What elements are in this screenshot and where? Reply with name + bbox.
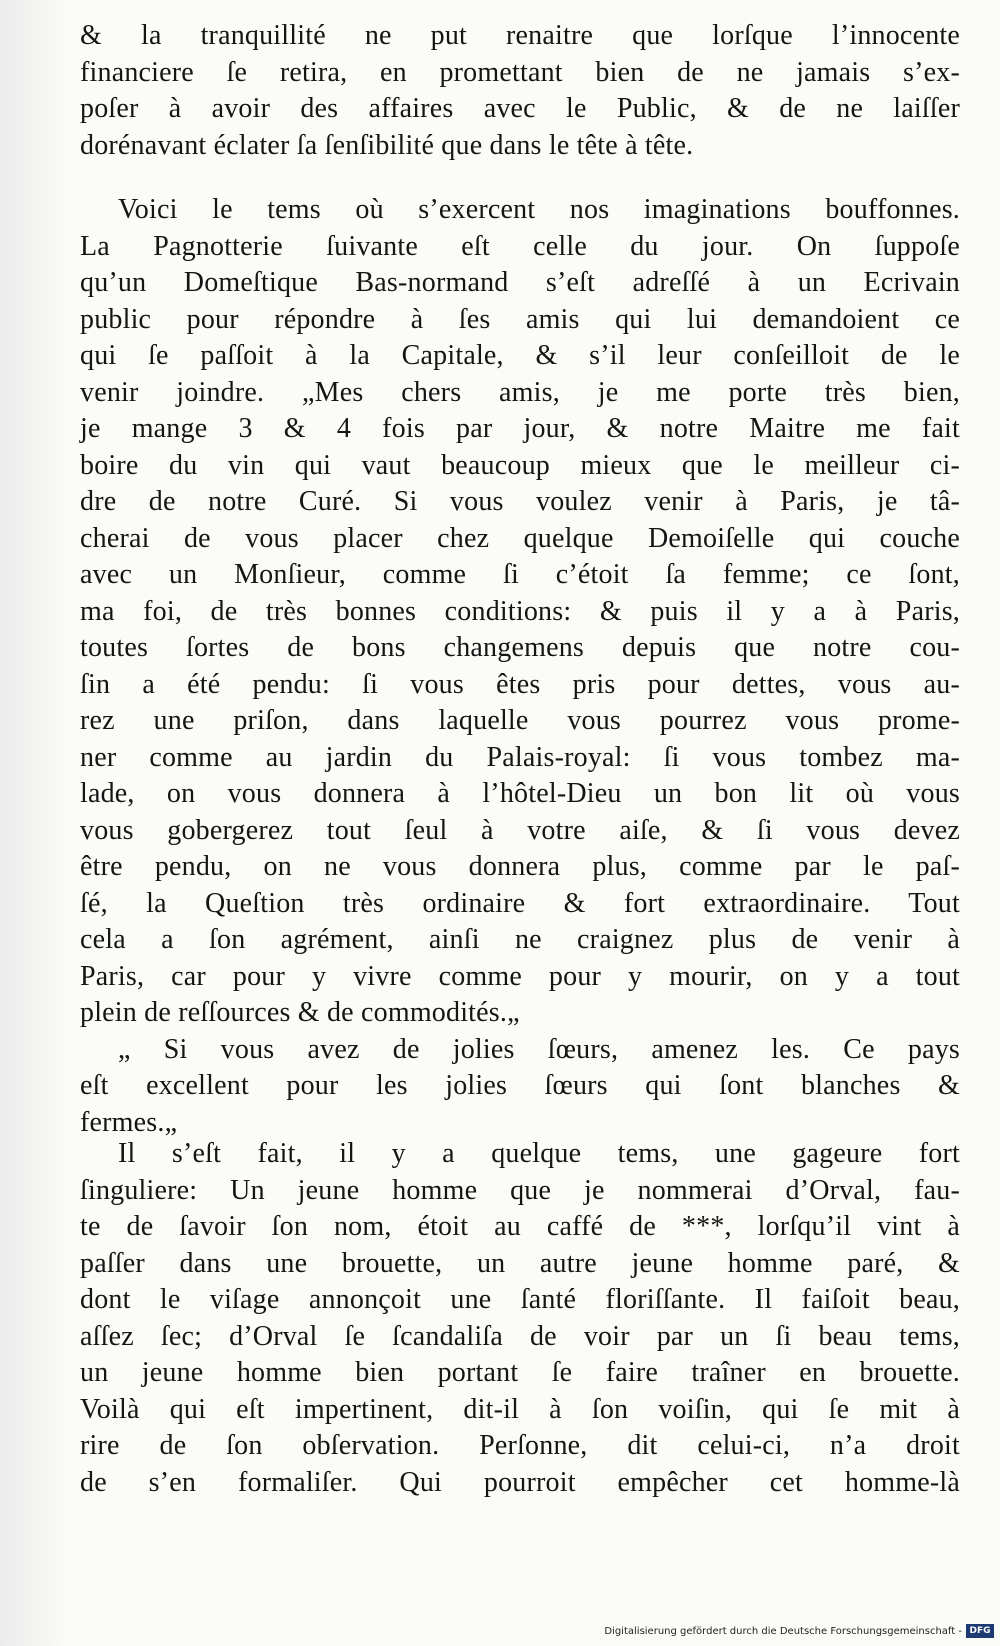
text-line: cela a ſon agrément, ainſi ne craignez plus de venir à [80, 924, 960, 955]
paragraph-3 [80, 1136, 960, 1501]
text-line: dorénavant éclater ſa ſenſibilité que dans le tête à tête. [80, 129, 694, 161]
text-line: te de ſavoir ſon nom, étoit au caffé de ***, lorſqu’il vint à [80, 1211, 960, 1242]
text-line: être pendu, on ne vous donnera plus, comme par le paſ- [80, 851, 960, 882]
text-line: public pour répondre à ſes amis qui lui demandoient ce [80, 303, 960, 335]
paragraph-1 [80, 18, 960, 164]
text-line: Voilà qui eſt impertinent, dit-il à ſon voiſin, qui ſe mit à [80, 1393, 960, 1425]
text-line: financiere ſe retira, en promettant bien de ne jamais s’ex- [80, 56, 960, 88]
text-line: Voici le tems où s’exercent nos imaginations bouffonnes. [118, 194, 960, 225]
text-line: ner comme au jardin du Palais-royal: ſi vous tombez ma- [80, 741, 960, 773]
dfg-logo: DFG [966, 1624, 994, 1638]
text-line: ſé, la Queſtion très ordinaire & fort extraordinaire. Tout [80, 887, 960, 919]
text-line: fermes.„ [80, 1106, 178, 1138]
text-line: ſinguliere: Un jeune homme que je nommerai d’Orval, fau- [80, 1174, 960, 1206]
text-line: & la tranquillité ne put renaitre que lorſque l’innocente [80, 20, 960, 51]
text-line: un jeune homme bien portant ſe faire traîner en brouette. [80, 1357, 960, 1388]
footer-text: Digitalisierung gefördert durch die Deutsche Forschungsgemeinschaft - [604, 1625, 962, 1637]
text-line: La Pagnotterie ſuivante eſt celle du jour. On ſuppoſe [80, 230, 960, 262]
text-line: paſſer dans une brouette, un autre jeune homme paré, & [80, 1247, 960, 1279]
paragraph-2 [80, 192, 960, 1141]
text-line: qu’un Domeſtique Bas-normand s’eſt adreſſé à un Ecrivain [80, 267, 960, 298]
text-line: rire de ſon obſervation. Perſonne, dit celui-ci, n’a droit [80, 1430, 960, 1461]
text-line: ſin a été pendu: ſi vous êtes pris pour dettes, vous au- [80, 668, 960, 700]
text-line: boire du vin qui vaut beaucoup mieux que le meilleur ci- [80, 449, 960, 481]
text-line: dre de notre Curé. Si vous voulez venir à Paris, je tâ- [80, 486, 960, 517]
text-line: toutes ſortes de bons changemens depuis que notre cou- [80, 632, 960, 663]
text-line: vous gobergerez tout ſeul à votre aiſe, & ſi vous devez [80, 814, 960, 846]
text-line: aſſez ſec; d’Orval ſe ſcandaliſa de voir par un ſi beau tems, [80, 1320, 960, 1352]
page-edge-shadow [0, 0, 70, 1646]
text-line: Paris, car pour y vivre comme pour y mourir, on y a tout [80, 960, 960, 992]
text-line: avec un Monſieur, comme ſi c’étoit ſa femme; ce ſont, [80, 559, 960, 590]
text-line: ma foi, de très bonnes conditions: & puis il y a à Paris, [80, 595, 960, 627]
text-line: de s’en formaliſer. Qui pourroit empêcher cet homme-là [80, 1466, 960, 1498]
text-line: rez une priſon, dans laquelle vous pourrez vous prome- [80, 705, 960, 736]
text-line: eſt excellent pour les jolies ſœurs qui ſont blanches & [80, 1070, 960, 1101]
text-line: cherai de vous placer chez quelque Demoiſelle qui couche [80, 522, 960, 554]
text-line: venir joindre. „Mes chers amis, je me porte très bien, [80, 376, 960, 408]
text-line: Il s’eſt fait, il y a quelque tems, une gageure fort [118, 1138, 960, 1169]
text-line: „ Si vous avez de jolies ſœurs, amenez les. Ce pays [118, 1033, 960, 1065]
text-line: qui ſe paſſoit à la Capitale, & s’il leur conſeilloit de le [80, 340, 960, 371]
text-line: dont le viſage annonçoit une ſanté floriſſante. Il faiſoit beau, [80, 1284, 960, 1315]
text-line: poſer à avoir des affaires avec le Public, & de ne laiſſer [80, 93, 960, 124]
text-line: je mange 3 & 4 fois par jour, & notre Maitre me fait [80, 413, 960, 444]
text-line: plein de reſſources & de commodités.„ [80, 997, 520, 1028]
text-line: lade, on vous donnera à l’hôtel-Dieu un bon lit où vous [80, 778, 960, 809]
digitization-footer [604, 1622, 994, 1640]
